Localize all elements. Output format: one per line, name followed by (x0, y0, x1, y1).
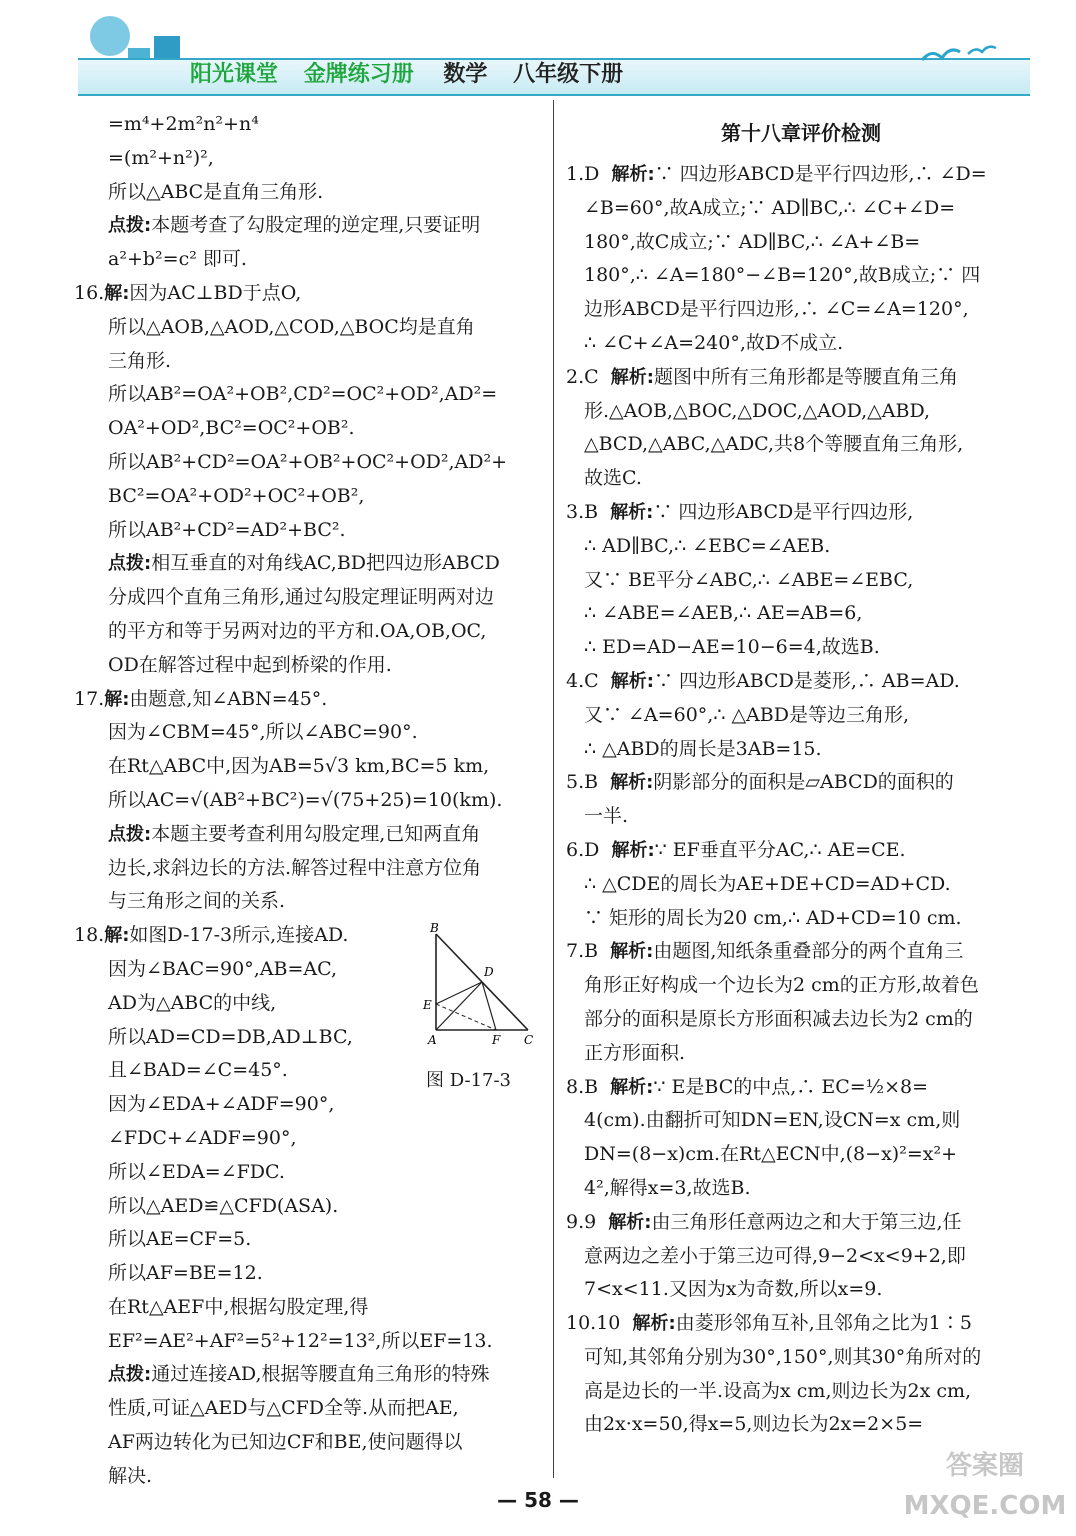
q16-line: BC²=OA²+OD²+OC²+OB², (108, 484, 365, 507)
answer-line: ∴ AD∥BC,∴ ∠EBC=∠AEB. (584, 534, 831, 557)
answer-line: ∴ △ABD的周长是3AB=15. (584, 737, 822, 760)
q15-line: 所以△ABC是直角三角形. (108, 180, 324, 203)
solution-tag: 解: (104, 688, 130, 710)
q16-number: 16. (74, 281, 105, 304)
header-title (190, 58, 641, 92)
q16-line: 16.解:因为AC⊥BD于点O, (74, 281, 302, 304)
answer-line: 高是边长的一半.设高为x cm,则边长为2x cm, (584, 1379, 972, 1402)
q18-line: 且∠BAD=∠C=45°. (108, 1059, 288, 1082)
answer-number: 10.10 (566, 1312, 621, 1335)
q17-line: 所以AC=√(AB²+BC²)=√(75+25)=10(km). (108, 788, 503, 811)
fig-label-a: A (428, 1033, 437, 1047)
answer-number: 4.C (566, 669, 599, 692)
right-column (566, 108, 1036, 1442)
tip-tag: 点拨: (108, 215, 152, 237)
q18-line: 在Rt△AEF中,根据勾股定理,得 (108, 1295, 369, 1318)
answer-line: 边形ABCD是平行四边形,∴ ∠C=∠A=120°, (584, 298, 969, 321)
page-header (0, 0, 1076, 100)
solution-tag: 解: (104, 282, 130, 304)
tip-line: a²+b²=c² 即可. (108, 248, 247, 271)
q17-number: 17. (74, 687, 105, 710)
tip-line: 与三角形之间的关系. (108, 890, 286, 913)
answer-line: 3.B 解析:∵ 四边形ABCD是平行四边形, (566, 500, 914, 523)
q18-line: ∠FDC+∠ADF=90°, (108, 1126, 297, 1149)
tip-line: AF两边转化为已知边CF和BE,使问题得以 (108, 1431, 463, 1454)
header-subject: 数学 (443, 62, 488, 87)
q18-line: 所以△AED≌△CFD(ASA). (108, 1194, 339, 1217)
figure-caption: 图 D-17-3 (426, 1070, 512, 1091)
watermark (900, 1446, 1070, 1530)
section-title: 第十八章评价检测 (721, 121, 881, 145)
answer-line: 正方形面积. (584, 1041, 686, 1064)
answer-line: 4(cm).由翻折可知DN=EN,设CN=x cm,则 (584, 1109, 961, 1132)
q18-number: 18. (74, 924, 105, 947)
q15-line: =(m²+n²)², (108, 146, 214, 169)
birds-icon (920, 38, 1000, 68)
answer-line: 6.D 解析:∵ EF垂直平分AC,∴ AE=CE. (566, 838, 906, 861)
tip-tag: 点拨: (108, 823, 152, 845)
answer-line: 180°,故C成立;∵ AD∥BC,∴ ∠A+∠B= (584, 230, 921, 253)
answer-number: 5.B (566, 771, 599, 794)
answer-line: 5.B 解析:阴影部分的面积是▱ABCD的面积的 (566, 771, 954, 794)
answer-line: 一半. (584, 805, 629, 828)
tip-tag: 点拨: (108, 553, 152, 575)
fig-label-f: F (492, 1033, 501, 1047)
q18-line: AD为△ABC的中线, (108, 991, 277, 1014)
answer-number: 9.9 (566, 1210, 597, 1233)
answer-number: 7.B (566, 940, 599, 963)
answer-line: 角形正好构成一个边长为2 cm的正方形,故着色 (584, 974, 979, 997)
q17-line: 17.解:由题意,知∠ABN=45°. (74, 687, 328, 710)
tip-line: 边长,求斜边长的方法.解答过程中注意方位角 (108, 856, 482, 879)
q16-line: 所以AB²+CD²=AD²+BC². (108, 518, 346, 541)
answer-line: 4²,解得x=3,故选B. (584, 1176, 751, 1199)
page-number: — 58 — (497, 1488, 579, 1512)
tip-line: 的平方和等于另两对边的平方和.OA,OB,OC, (108, 619, 487, 642)
answer-line: 1.D 解析:∵ 四边形ABCD是平行四边形,∴ ∠D= (566, 163, 987, 185)
answer-line: 180°,∴ ∠A=180°−∠B=120°,故B成立;∵ 四 (584, 264, 981, 287)
answer-line: 2.C 解析:题图中所有三角形都是等腰直角三角 (566, 365, 958, 388)
answer-number: 3.B (566, 500, 599, 523)
q18-line: 所以AE=CF=5. (108, 1228, 252, 1251)
tip-line: 解决. (108, 1464, 153, 1487)
left-column (74, 108, 546, 1494)
header-brand: 阳光课堂 (190, 62, 279, 87)
q18-line: 所以AD=CD=DB,AD⊥BC, (108, 1025, 353, 1048)
q18-line: 因为∠EDA+∠ADF=90°, (108, 1093, 335, 1116)
tip-line: 点拨:相互垂直的对角线AC,BD把四边形ABCD (108, 552, 500, 575)
tip-line: OD在解答过程中起到桥梁的作用. (108, 653, 392, 676)
answer-line: 7<x<11.又因为x为奇数,所以x=9. (584, 1278, 883, 1301)
answer-line: ∴ ED=AD−AE=10−6=4,故选B. (584, 636, 880, 659)
answer-line: 8.B 解析:∵ E是BC的中点,∴ EC=½×8= (566, 1075, 928, 1098)
header-grade: 八年级下册 (513, 62, 624, 87)
q15-line: =m⁴+2m²n²+n⁴ (108, 113, 259, 135)
tip-line: 点拨:通过连接AD,根据等腰直角三角形的特殊 (108, 1363, 490, 1386)
q18-line: 所以∠EDA=∠FDC. (108, 1160, 285, 1183)
fig-label-e: E (423, 998, 432, 1012)
tip-line: 分成四个直角三角形,通过勾股定理证明两对边 (108, 586, 495, 609)
answer-line: 4.C 解析:∵ 四边形ABCD是菱形,∴ AB=AD. (566, 669, 960, 692)
answer-line: 9.9 解析:由三角形任意两边之和大于第三边,任 (566, 1210, 962, 1233)
tip-line: 点拨:本题主要考查利用勾股定理,已知两直角 (108, 822, 481, 845)
watermark-bottom: MXQE.COM (903, 1491, 1067, 1521)
answer-number: 6.D (566, 838, 600, 861)
q16-line: 所以AB²+CD²=OA²+OB²+OC²+OD²,AD²+ (108, 450, 508, 473)
q18-line: 18.解:如图D-17-3所示,连接AD. (74, 924, 349, 947)
solution-tag: 解: (104, 925, 130, 947)
q18-line: 因为∠BAC=90°,AB=AC, (108, 957, 338, 980)
q17-line: 在Rt△ABC中,因为AB=5√3 km,BC=5 km, (108, 755, 490, 778)
answer-line: 又∵ BE平分∠ABC,∴ ∠ABE=∠EBC, (584, 568, 914, 591)
answer-line: 7.B 解析:由题图,知纸条重叠部分的两个直角三 (566, 940, 964, 963)
answer-line: ∴ ∠C+∠A=240°,故D不成立. (584, 331, 844, 354)
answer-line: 由2x·x=50,得x=5,则边长为2x=2×5= (584, 1413, 924, 1436)
fig-label-c: C (524, 1033, 534, 1047)
answer-line: 意两边之差小于第三边可得,9−2<x<9+2,即 (584, 1244, 966, 1267)
answer-line: 又∵ ∠A=60°,∴ △ABD是等边三角形, (584, 703, 910, 726)
answer-line: 故选C. (584, 467, 642, 490)
fig-label-d: D (484, 965, 494, 979)
answer-line: 10.10 解析:由菱形邻角互补,且邻角之比为1∶5 (566, 1312, 972, 1335)
answer-number: 1.D (566, 163, 600, 185)
q16-line: 所以AB²=OA²+OB²,CD²=OC²+OD²,AD²= (108, 383, 498, 406)
header-series: 金牌练习册 (303, 62, 414, 87)
q17-line: 因为∠CBM=45°,所以∠ABC=90°. (108, 721, 418, 744)
answer-number: 2.C (566, 365, 599, 388)
answer-line: 部分的面积是原长方形面积减去边长为2 cm的 (584, 1007, 973, 1030)
answer-line: △BCD,△ABC,△ADC,共8个等腰直角三角形, (584, 433, 964, 456)
answer-line: DN=(8−x)cm.在Rt△ECN中,(8−x)²=x²+ (584, 1143, 957, 1166)
q16-line: 三角形. (108, 349, 172, 372)
q18-line: 所以AF=BE=12. (108, 1262, 263, 1285)
answer-line: ∴ ∠ABE=∠AEB,∴ AE=AB=6, (584, 602, 863, 625)
watermark-top: 答案圈 (945, 1451, 1024, 1481)
q18-line: EF²=AE²+AF²=5²+12²=13²,所以EF=13. (108, 1329, 493, 1352)
fig-label-b: B (430, 922, 439, 935)
tip-tag: 点拨: (108, 1364, 152, 1386)
answer-number: 8.B (566, 1075, 599, 1098)
answer-line: ∠B=60°,故A成立;∵ AD∥BC,∴ ∠C+∠D= (584, 196, 956, 219)
column-divider (553, 100, 554, 1478)
answer-line: ∴ △CDE的周长为AE+DE+CD=AD+CD. (584, 872, 951, 895)
answer-line: ∵ 矩形的周长为20 cm,∴ AD+CD=10 cm. (584, 906, 962, 929)
answer-line: 可知,其邻角分别为30°,150°,则其30°角所对的 (584, 1345, 982, 1368)
q16-line: OA²+OD²,BC²=OC²+OB². (108, 417, 355, 440)
tip-line: 性质,可证△AED与△CFD全等.从而把AE, (108, 1397, 459, 1420)
answer-line: 形.△AOB,△BOC,△DOC,△AOD,△ABD, (584, 399, 931, 422)
q16-line: 所以△AOB,△AOD,△COD,△BOC均是直角 (108, 315, 475, 338)
tip-line: 点拨:本题考查了勾股定理的逆定理,只要证明 (108, 214, 481, 237)
